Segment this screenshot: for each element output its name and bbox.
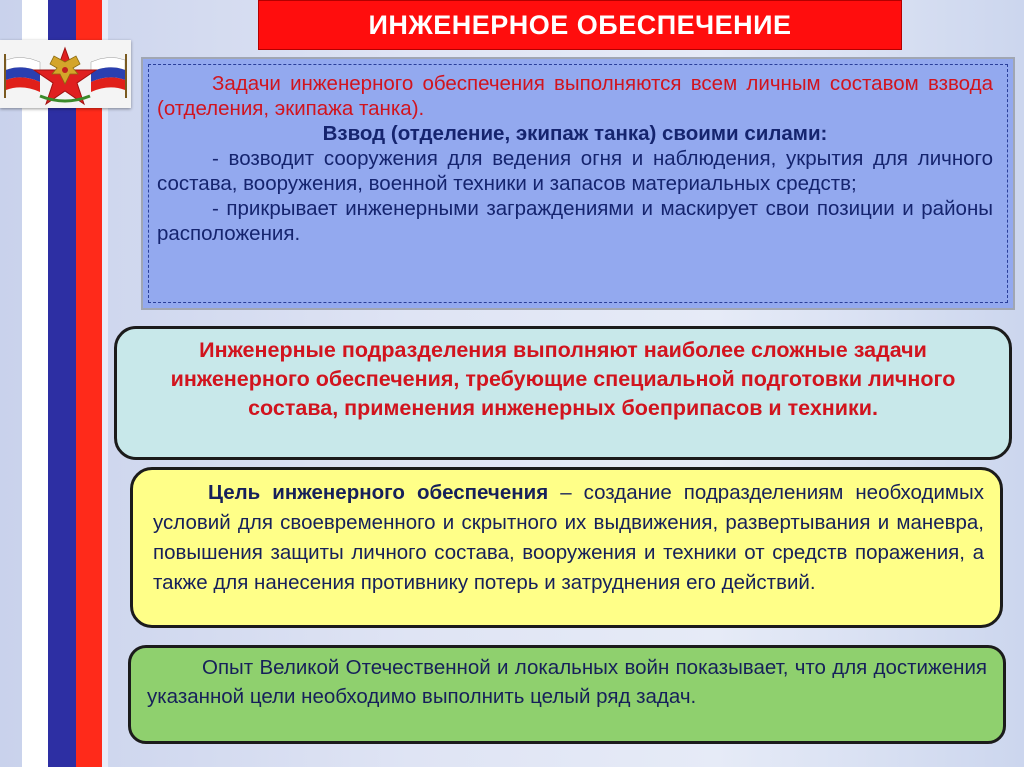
tasks-intro: Задачи инженерного обеспечения выполняются всем личным составом взвода (отделения, экипажа танка). [157,72,993,120]
emblem [0,40,131,108]
tasks-item-2: - прикрывает инженерными заграждениями и маскирует свои позиции и районы расположения. [157,197,993,245]
goal-definition: – создание подразделениям необходимых условий для своевременного и скрытного их выдвижения, развертывания и маневра, повышения защиты личного состава, вооружения и техники от средств поражения, а также для нанесения противнику потерь и затруднения его действий. [153,481,985,594]
engineering-units-box [114,326,1012,460]
goal-paragraph [153,478,984,598]
flag-stripe-blue [48,0,76,767]
left-flag-icon [4,54,40,98]
page-title: ИНЖЕНЕРНОЕ ОБЕСПЕЧЕНИЕ [368,9,792,40]
stripe-edge [102,0,108,767]
tasks-item-1: - возводит сооружения для ведения огня и наблюдения, укрытия для личного состава, вооружения, военной техники и запасов материальных средств; [157,147,993,195]
title-bar [258,0,902,50]
tasks-subheading: Взвод (отделение, экипаж танка) своими силами: [322,122,828,145]
flag-stripe-red [76,0,102,767]
right-flag-icon [91,54,127,98]
russian-army-emblem-icon [0,40,131,108]
goal-term: Цель инженерного обеспечения [208,481,549,504]
flag-stripe-white [22,0,48,767]
experience-text: Опыт Великой Отечественной и локальных войн показывает, что для достижения указанной цели необходимо выполнить целый ряд задач. [147,656,987,708]
tasks-box-inner [148,64,1008,303]
goal-box [130,467,1003,628]
tasks-box [141,57,1015,310]
experience-box [128,645,1006,744]
engineering-units-text: Инженерные подразделения выполняют наиболее сложные задачи инженерного обеспечения, требующие специальной подготовки личного состава, применения инженерных боеприпасов и техники. [170,338,956,420]
